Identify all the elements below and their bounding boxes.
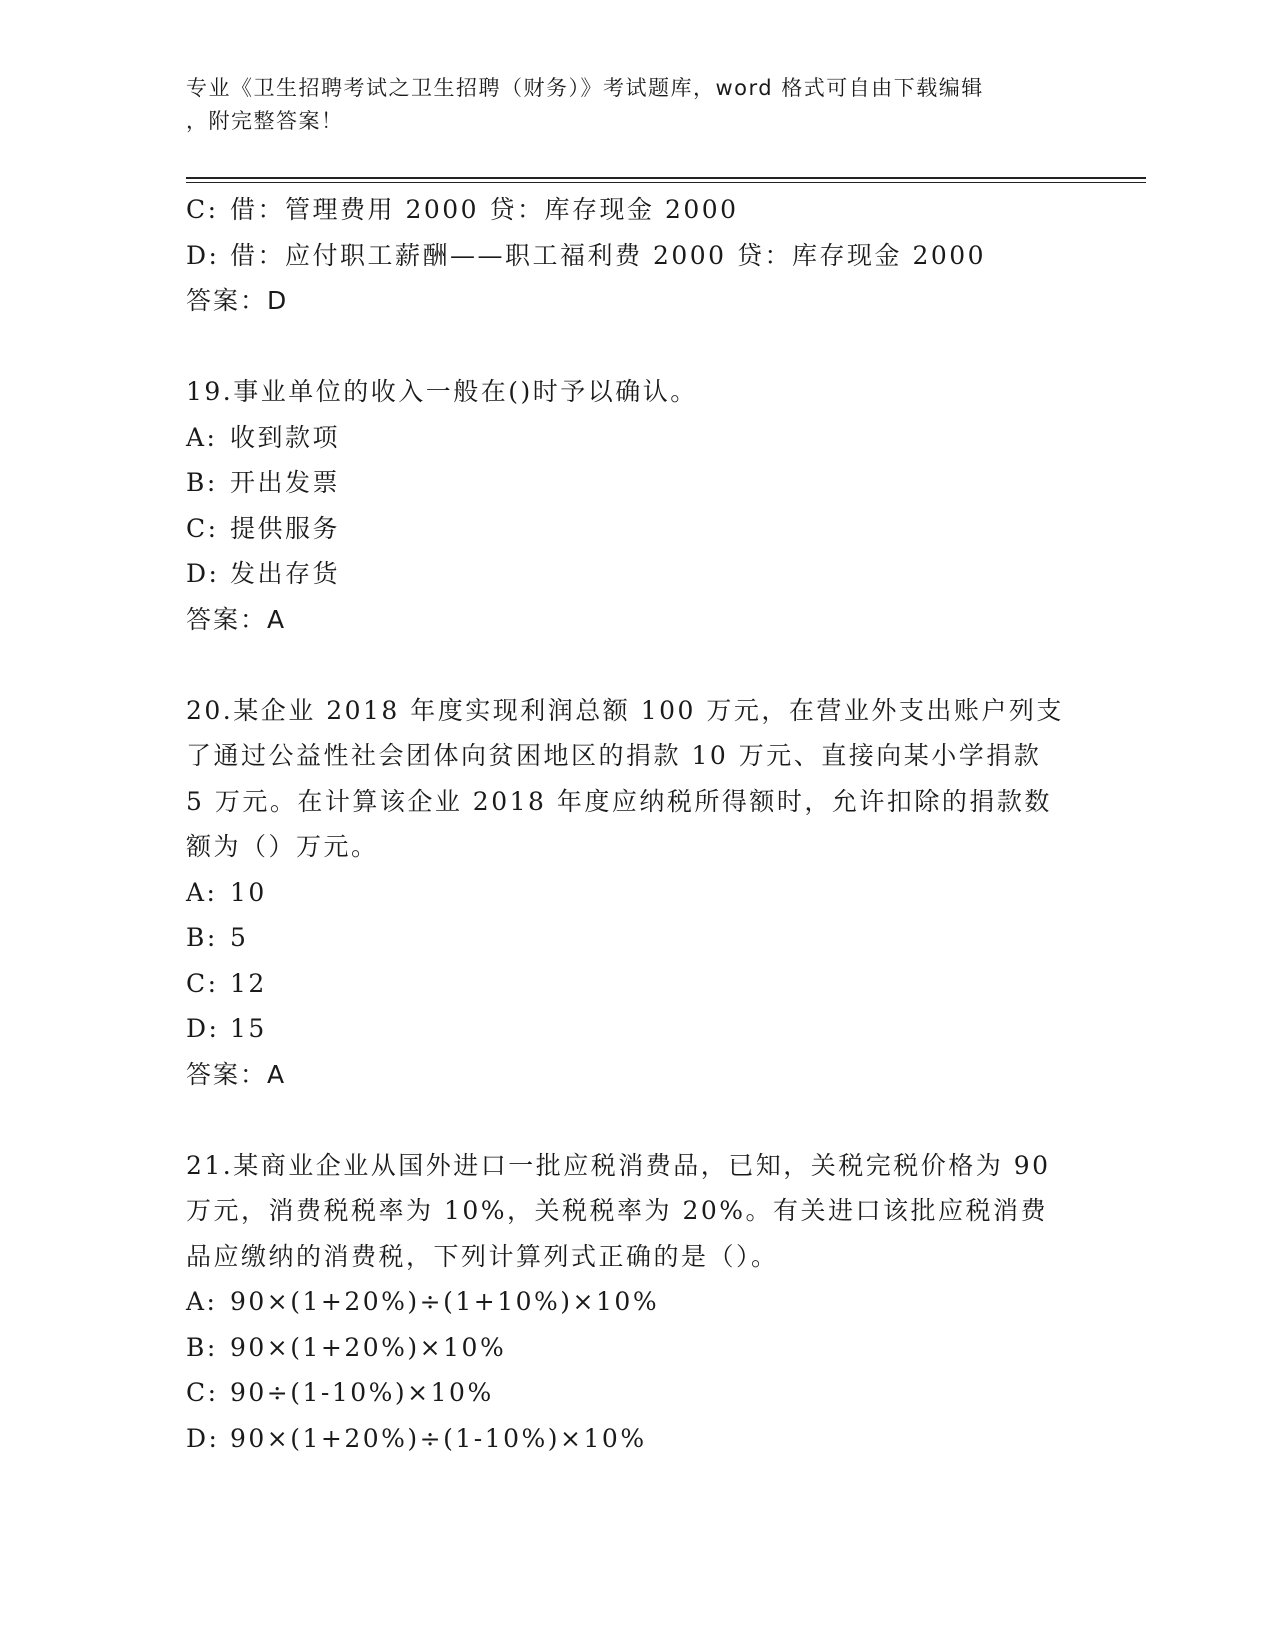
question-stem-line: 21.某商业企业从国外进口一批应税消费品，已知，关税完税价格为 90 bbox=[186, 1150, 1051, 1180]
option-text: 开出发票 bbox=[230, 468, 341, 497]
option-label: B: bbox=[186, 1332, 218, 1362]
question-19 bbox=[186, 369, 1086, 642]
answer-line: 答案：A bbox=[186, 604, 287, 634]
option-d bbox=[186, 551, 1086, 597]
option-label: C: bbox=[186, 195, 219, 224]
answer-line: 答案：D bbox=[186, 286, 289, 315]
option-text: 5 bbox=[230, 923, 249, 952]
option-text: 借：管理费用 2000 贷：库存现金 2000 bbox=[230, 195, 739, 224]
question-18-tail bbox=[186, 187, 1086, 324]
option-c bbox=[186, 506, 1086, 552]
option-d bbox=[186, 1006, 1086, 1052]
question-stem-line: 5 万元。在计算该企业 2018 年度应纳税所得额时，允许扣除的捐款数 bbox=[186, 786, 1052, 816]
option-b bbox=[186, 460, 1086, 506]
option-text: 12 bbox=[230, 968, 267, 998]
option-label: D: bbox=[186, 240, 220, 270]
option-label: D: bbox=[186, 1423, 220, 1453]
option-label: C: bbox=[186, 968, 219, 998]
option-a bbox=[186, 415, 1086, 461]
option-text: 90×(1+20%)÷(1+10%)×10% bbox=[230, 1287, 660, 1316]
option-text: 10 bbox=[230, 877, 267, 907]
option-label: C: bbox=[186, 1378, 219, 1407]
question-stem-line: 万元，消费税税率为 10%，关税税率为 20%。有关进口该批应税消费 bbox=[186, 1196, 1049, 1225]
option-label: A: bbox=[186, 877, 218, 907]
option-c bbox=[186, 187, 1086, 233]
option-label: D: bbox=[186, 1014, 220, 1043]
header-divider-thick bbox=[186, 177, 1146, 179]
option-text: 借：应付职工薪酬——职工福利费 2000 贷：库存现金 2000 bbox=[230, 240, 987, 270]
option-text: 90×(1+20%)÷(1-10%)×10% bbox=[230, 1423, 647, 1453]
question-20 bbox=[186, 688, 1086, 1098]
option-label: B: bbox=[186, 923, 218, 952]
question-stem-line: 20.某企业 2018 年度实现利润总额 100 万元，在营业外支出账户列支 bbox=[186, 695, 1064, 725]
option-d bbox=[186, 1416, 1086, 1462]
option-b bbox=[186, 915, 1086, 961]
spacer bbox=[186, 1097, 1086, 1143]
question-stem-line: 了通过公益性社会团体向贫困地区的捐款 10 万元、直接向某小学捐款 bbox=[186, 741, 1042, 770]
option-c bbox=[186, 1370, 1086, 1416]
spacer bbox=[186, 642, 1086, 688]
question-stem-line: 额为（）万元。 bbox=[186, 832, 379, 861]
option-c bbox=[186, 961, 1086, 1007]
option-label: A: bbox=[186, 1287, 218, 1316]
option-text: 90÷(1-10%)×10% bbox=[230, 1378, 494, 1407]
option-text: 15 bbox=[230, 1014, 267, 1043]
question-stem-line: 品应缴纳的消费税，下列计算列式正确的是（）。 bbox=[186, 1241, 779, 1271]
option-label: D: bbox=[186, 559, 220, 588]
question-content bbox=[186, 187, 1086, 1461]
spacer bbox=[186, 324, 1086, 370]
option-label: A: bbox=[186, 422, 218, 452]
answer-line: 答案：A bbox=[186, 1059, 287, 1089]
option-a bbox=[186, 1279, 1086, 1325]
option-d bbox=[186, 233, 1086, 279]
question-21 bbox=[186, 1143, 1086, 1462]
option-text: 收到款项 bbox=[230, 422, 341, 452]
option-a bbox=[186, 870, 1086, 916]
option-text: 提供服务 bbox=[230, 513, 341, 543]
document-header bbox=[186, 72, 1066, 138]
option-label: C: bbox=[186, 513, 219, 543]
option-b bbox=[186, 1325, 1086, 1371]
question-stem: 19.事业单位的收入一般在()时予以确认。 bbox=[186, 377, 698, 406]
header-line-1: 专业《卫生招聘考试之卫生招聘（财务）》考试题库，word 格式可自由下载编辑 bbox=[186, 76, 984, 100]
option-label: B: bbox=[186, 468, 218, 497]
header-line-2: ，附完整答案！ bbox=[186, 109, 344, 133]
header-divider-thin bbox=[186, 182, 1146, 183]
option-text: 90×(1+20%)×10% bbox=[230, 1332, 507, 1362]
option-text: 发出存货 bbox=[230, 559, 341, 588]
